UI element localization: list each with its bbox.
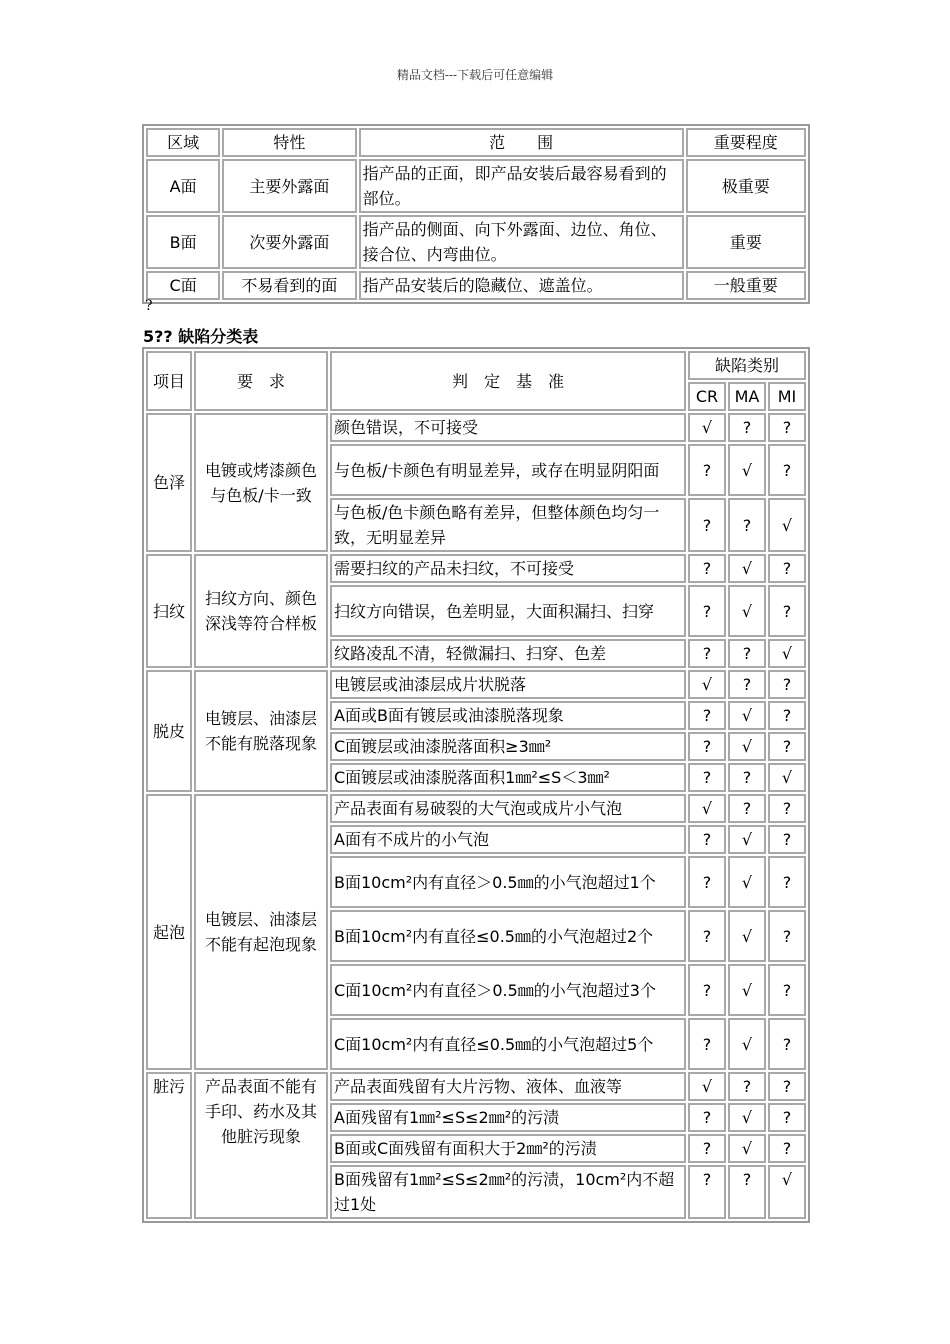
area-cell: B面 [146,215,220,269]
importance-cell: 重要 [686,215,806,269]
table-row [146,271,806,300]
requirement-cell: 产品表面不能有手印、药水及其他脏污现象 [194,1072,328,1219]
scope-cell: 指产品的正面，即产品安装后最容易看到的部位。 [359,159,684,213]
ma-mark-cell: √ [728,444,766,496]
header-defect-category: 缺陷类别 [688,351,806,380]
requirement-cell: 扫纹方向、颜色深浅等符合样板 [194,554,328,668]
table-row [146,215,806,269]
table-row [146,159,806,213]
table-row [146,554,806,583]
area-cell: A面 [146,159,220,213]
cr-mark-cell: ? [688,554,726,583]
item-cell: 色泽 [146,413,192,552]
mi-mark-cell: ? [768,413,806,442]
header-requirement: 要 求 [194,351,328,411]
ma-mark-cell: √ [728,910,766,962]
cr-mark-cell: ? [688,701,726,730]
requirement-cell: 电镀层、油漆层不能有起泡现象 [194,794,328,1070]
area-cell: C面 [146,271,220,300]
cr-mark-cell: ? [688,444,726,496]
header-ma: MA [728,382,766,411]
ma-mark-cell: ? [728,794,766,823]
criteria-cell: 产品表面残留有大片污物、液体、血液等 [330,1072,686,1101]
defect-classification-table [142,347,810,1223]
criteria-cell: C面镀层或油漆脱落面积1㎜²≤S＜3㎜² [330,763,686,792]
area-table [142,124,810,304]
item-cell: 扫纹 [146,554,192,668]
item-cell: 脏污 [146,1072,192,1219]
mi-mark-cell: ? [768,1103,806,1132]
ma-mark-cell: √ [728,554,766,583]
criteria-cell: 与色板/卡颜色有明显差异，或存在明显阴阳面 [330,444,686,496]
criteria-cell: B面10cm²内有直径≤0.5㎜的小气泡超过2个 [330,910,686,962]
cr-mark-cell: √ [688,413,726,442]
header-feature: 特性 [222,128,356,157]
mi-mark-cell: √ [768,639,806,668]
mi-mark-cell: ? [768,670,806,699]
ma-mark-cell: ? [728,498,766,552]
cr-mark-cell: ? [688,856,726,908]
ma-mark-cell: ? [728,639,766,668]
mi-mark-cell: ? [768,825,806,854]
ma-mark-cell: ? [728,413,766,442]
header-criteria: 判 定 基 准 [330,351,686,411]
table-row [146,794,806,823]
cr-mark-cell: ? [688,498,726,552]
ma-mark-cell: √ [728,1103,766,1132]
criteria-cell: C面镀层或油漆脱落面积≥3㎜² [330,732,686,761]
criteria-cell: 扫纹方向错误，色差明显，大面积漏扫、扫穿 [330,585,686,637]
table-row [146,670,806,699]
ma-mark-cell: √ [728,825,766,854]
cr-mark-cell: √ [688,670,726,699]
scope-cell: 指产品的侧面、向下外露面、边位、角位、接合位、内弯曲位。 [359,215,684,269]
mi-mark-cell: √ [768,1165,806,1219]
table-row [146,413,806,442]
mi-mark-cell: √ [768,763,806,792]
criteria-cell: B面10cm²内有直径＞0.5㎜的小气泡超过1个 [330,856,686,908]
cr-mark-cell: ? [688,910,726,962]
mi-mark-cell: ? [768,794,806,823]
header-scope: 范 围 [359,128,684,157]
feature-cell: 次要外露面 [222,215,356,269]
criteria-cell: 颜色错误，不可接受 [330,413,686,442]
ma-mark-cell: √ [728,1018,766,1070]
scope-cell: 指产品安装后的隐藏位、遮盖位。 [359,271,684,300]
ma-mark-cell: ? [728,1165,766,1219]
criteria-cell: C面10cm²内有直径＞0.5㎜的小气泡超过3个 [330,964,686,1016]
criteria-cell: A面有不成片的小气泡 [330,825,686,854]
mi-mark-cell: √ [768,498,806,552]
criteria-cell: 纹路凌乱不清，轻微漏扫、扫穿、色差 [330,639,686,668]
ma-mark-cell: √ [728,964,766,1016]
cr-mark-cell: ? [688,1134,726,1163]
stray-mark: ? [145,298,153,314]
ma-mark-cell: √ [728,732,766,761]
header-area: 区域 [146,128,220,157]
feature-cell: 主要外露面 [222,159,356,213]
ma-mark-cell: √ [728,701,766,730]
mi-mark-cell: ? [768,585,806,637]
page-header: 精品文档---下载后可任意编辑 [396,68,554,82]
cr-mark-cell: ? [688,825,726,854]
cr-mark-cell: ? [688,639,726,668]
criteria-cell: C面10cm²内有直径≤0.5㎜的小气泡超过5个 [330,1018,686,1070]
cr-mark-cell: ? [688,732,726,761]
criteria-cell: A面或B面有镀层或油漆脱落现象 [330,701,686,730]
criteria-cell: 产品表面有易破裂的大气泡或成片小气泡 [330,794,686,823]
cr-mark-cell: √ [688,1072,726,1101]
cr-mark-cell: ? [688,1018,726,1070]
mi-mark-cell: ? [768,964,806,1016]
item-cell: 脱皮 [146,670,192,792]
importance-cell: 极重要 [686,159,806,213]
header-mi: MI [768,382,806,411]
ma-mark-cell: ? [728,763,766,792]
ma-mark-cell: √ [728,585,766,637]
mi-mark-cell: ? [768,554,806,583]
ma-mark-cell: √ [728,856,766,908]
mi-mark-cell: ? [768,1134,806,1163]
ma-mark-cell: ? [728,670,766,699]
item-cell: 起泡 [146,794,192,1070]
mi-mark-cell: ? [768,732,806,761]
header-importance: 重要程度 [686,128,806,157]
cr-mark-cell: ? [688,763,726,792]
cr-mark-cell: √ [688,794,726,823]
cr-mark-cell: ? [688,1165,726,1219]
ma-mark-cell: √ [728,1134,766,1163]
importance-cell: 一般重要 [686,271,806,300]
requirement-cell: 电镀或烤漆颜色与色板/卡一致 [194,413,328,552]
header-cr: CR [688,382,726,411]
criteria-cell: 电镀层或油漆层成片状脱落 [330,670,686,699]
mi-mark-cell: ? [768,856,806,908]
criteria-cell: 需要扫纹的产品未扫纹，不可接受 [330,554,686,583]
mi-mark-cell: ? [768,910,806,962]
ma-mark-cell: ? [728,1072,766,1101]
feature-cell: 不易看到的面 [222,271,356,300]
mi-mark-cell: ? [768,444,806,496]
criteria-cell: A面残留有1㎜²≤S≤2㎜²的污渍 [330,1103,686,1132]
cr-mark-cell: ? [688,964,726,1016]
criteria-cell: B面或C面残留有面积大于2㎜²的污渍 [330,1134,686,1163]
requirement-cell: 电镀层、油漆层不能有脱落现象 [194,670,328,792]
mi-mark-cell: ? [768,1018,806,1070]
table-row [146,1072,806,1101]
cr-mark-cell: ? [688,1103,726,1132]
criteria-cell: B面残留有1㎜²≤S≤2㎜²的污渍，10cm²内不超过1处 [330,1165,686,1219]
header-item: 项目 [146,351,192,411]
cr-mark-cell: ? [688,585,726,637]
section-title: 5?? 缺陷分类表 [143,327,259,346]
mi-mark-cell: ? [768,701,806,730]
criteria-cell: 与色板/色卡颜色略有差异，但整体颜色均匀一致，无明显差异 [330,498,686,552]
mi-mark-cell: ? [768,1072,806,1101]
